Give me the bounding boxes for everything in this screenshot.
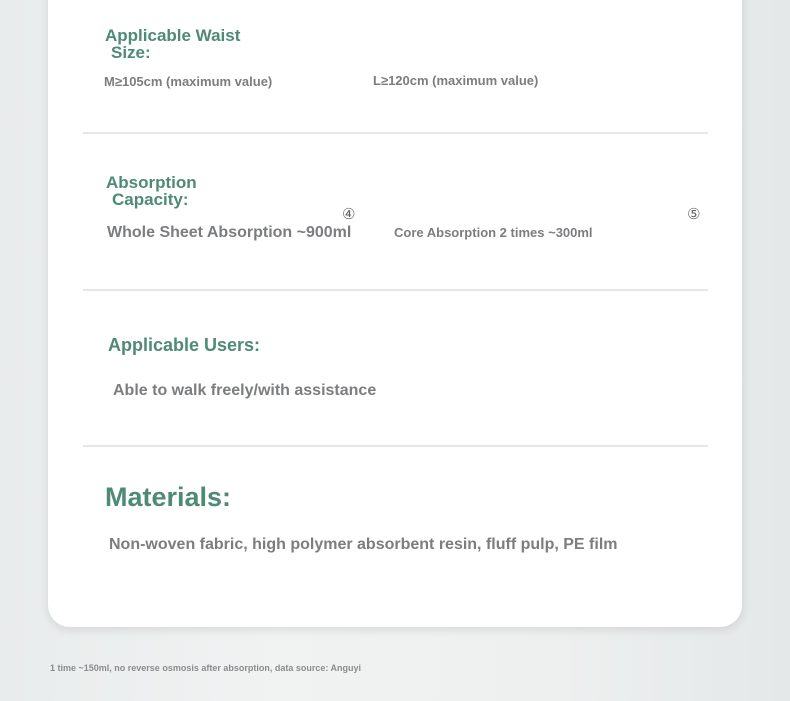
- applicable-users-value: Able to walk freely/with assistance: [113, 382, 377, 399]
- absorption-heading-line2: Capacity:: [112, 190, 189, 209]
- waist-size-l-value: L≥120cm (maximum value): [373, 73, 539, 88]
- section-divider: [83, 132, 708, 134]
- section-divider: [83, 289, 708, 291]
- materials-heading: Materials:: [105, 482, 232, 512]
- waist-size-m-value: M≥105cm (maximum value): [104, 74, 273, 89]
- spec-card: [48, 0, 742, 627]
- applicable-users-heading: Applicable Users:: [108, 335, 261, 355]
- absorption-heading: [106, 174, 197, 208]
- data-source-footnote: 1 time ~150ml, no reverse osmosis after absorption, data source: Anguyi: [50, 663, 362, 673]
- section-divider: [83, 445, 708, 447]
- whole-sheet-absorption-value: Whole Sheet Absorption ~900ml: [107, 224, 352, 241]
- waist-size-heading-line2: Size:: [111, 43, 151, 62]
- core-absorption-value: Core Absorption 2 times ~300ml: [394, 225, 593, 240]
- materials-value: Non-woven fabric, high polymer absorbent resin, fluff pulp, PE film: [109, 536, 618, 553]
- absorption-heading-line1: Absorption: [106, 173, 197, 192]
- footnote-marker-4: ④: [342, 205, 356, 223]
- footnote-marker-5: ⑤: [687, 205, 701, 223]
- waist-size-heading: [105, 27, 240, 61]
- waist-size-heading-line1: Applicable Waist: [105, 26, 241, 45]
